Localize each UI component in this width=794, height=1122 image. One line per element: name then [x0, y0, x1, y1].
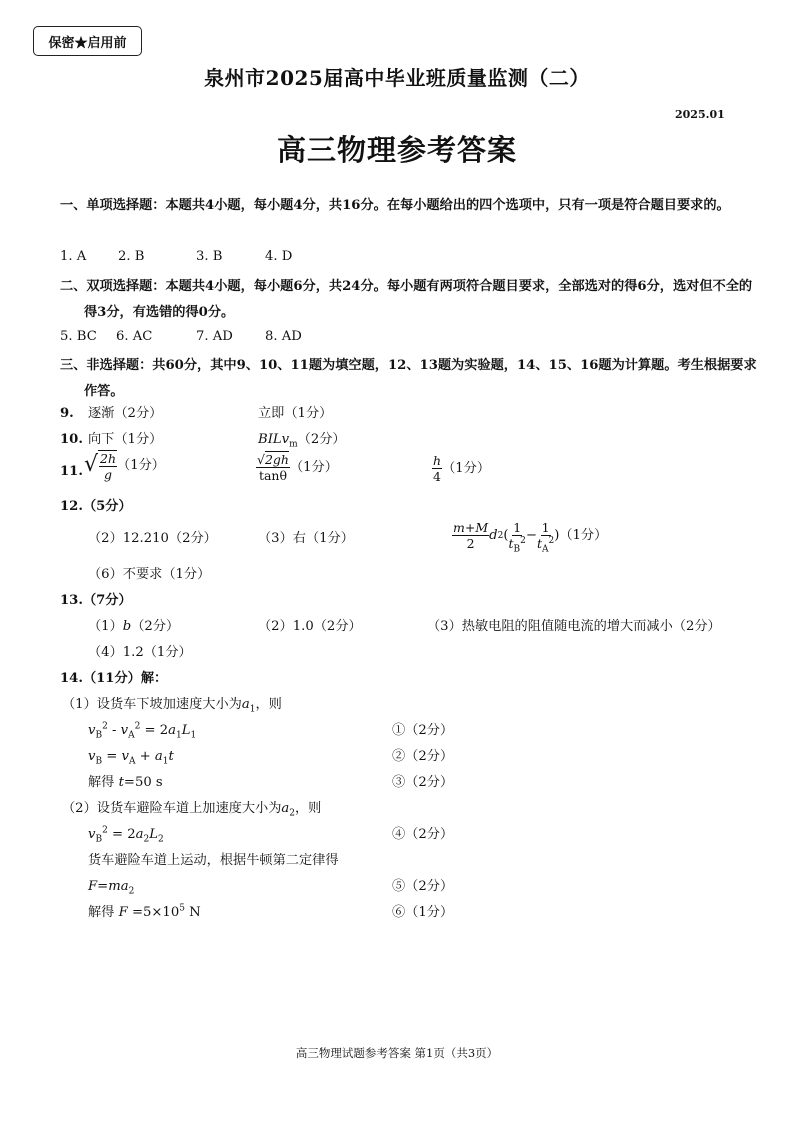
q14-eq2-mark: ②（2分） [392, 749, 454, 764]
q11-answer-b: $\frac{√2gh}{\tan\theta}$ （1分） [257, 452, 338, 483]
q14-eq5-mark: ⑤（2分） [392, 879, 454, 894]
q14-eq4-mark: ④（2分） [392, 827, 454, 842]
q12-heading: 12.（5分） [60, 499, 132, 514]
mc-answer-1: 1. A [60, 249, 87, 264]
q9-answer-a: 逐渐（2分） [88, 406, 163, 421]
section3-heading: 三、非选择题：共60分，其中9、10、11题为填空题，12、13题为实验题，14、15、16题为计算题。考生根据要求作答。 [60, 358, 757, 399]
q14-eq5: $F=ma_2$ [88, 879, 135, 897]
q12-part2: （2）12.210（2分） [88, 531, 217, 546]
q11-sqrt-a: √ $\frac{2h}{g}$ [84, 451, 117, 482]
q14-eq3-mark: ③（2分） [392, 775, 454, 790]
dc-answer-5: 5. BC [60, 329, 97, 344]
q10-answer-b [258, 431, 346, 449]
q11-a-den: g [104, 467, 113, 482]
q11-a-num: 2h [100, 451, 117, 466]
q12-p4-score: （1分） [559, 527, 608, 543]
section1-heading: 一、单项选择题：本题共4小题，每小题4分，共16分。在每小题给出的四个选项中，只有一项是符合题目要求的。 [60, 198, 730, 213]
q14-eq1: $v_B^2 - v_A^2 = 2a_1L_1$ [88, 721, 197, 741]
q11-answer-a [84, 450, 165, 482]
q10-expr: BILv [258, 432, 290, 447]
q14-eq1-mark: ①（2分） [392, 723, 454, 738]
q11-c-score: （1分） [442, 460, 491, 476]
mc-answer-2: 2. B [118, 249, 145, 264]
q10-answer-a: 向下（1分） [88, 432, 163, 447]
q13-part4: （4）1.2（1分） [88, 645, 192, 660]
exam-date: 2025.01 [675, 108, 725, 121]
q14-newton-text: 货车避险车道上运动，根据牛顿第二定律得 [88, 853, 339, 868]
q10-score: （2分） [297, 432, 346, 447]
q11-a-score: （1分） [117, 458, 165, 473]
q14-heading: 14.（11分）解： [60, 671, 168, 686]
confidential-stamp: 保密★启用前 [33, 26, 142, 56]
q14-eq3: 解得 t=50 s [88, 775, 163, 790]
q13-part3: （3）热敏电阻的阻值随电流的增大而减小（2分） [427, 619, 721, 634]
exam-title: 泉州市2025届高中毕业班质量监测（二） [204, 66, 590, 90]
q14-eq6: 解得 $F =5\times 10^5$ N [88, 903, 201, 920]
section2-heading: 二、双项选择题：本题共4小题，每小题6分，共24分。每小题有两项符合题目要求，全部选对的得6分，选对但不全的得3分，有选错的得0分。 [60, 279, 753, 320]
subject-title: 高三物理参考答案 [276, 133, 517, 167]
q9-number: 9. [60, 406, 74, 421]
q14-eq4: $v_B^2 = 2a_2L_2$ [88, 825, 164, 845]
q13-heading: 13.（7分） [60, 593, 132, 608]
q11-number: 11. [60, 464, 83, 479]
mc-answer-4: 4. D [265, 249, 293, 264]
q12-p4-den: 2 [466, 536, 475, 551]
mc-answer-3: 3. B [196, 249, 223, 264]
q9-answer-b: 立即（1分） [258, 406, 333, 421]
q14-part1-intro: （1）设货车下坡加速度大小为$a_1$，则 [62, 697, 282, 715]
dc-answer-7: 7. AD [196, 329, 233, 344]
dc-answer-6: 6. AC [116, 329, 153, 344]
q11-b-den: tanθ [258, 468, 288, 483]
dc-answer-8: 8. AD [265, 329, 302, 344]
q12-part3: （3）右（1分） [258, 531, 354, 546]
q12-p4-num: m+M [453, 520, 489, 535]
q10-expr-sub: m [289, 439, 298, 450]
q12-p4-d: d [489, 527, 498, 543]
q14-part2-intro: （2）设货车避险车道上加速度大小为$a_2$，则 [62, 801, 322, 819]
q13-part2: （2）1.0（2分） [258, 619, 362, 634]
q11-answer-c [432, 453, 490, 484]
q13-p1-var: b [122, 619, 132, 634]
q12-part4: $\frac{m+M}{2}$ d 2 ( $\frac{1}{t_B^2}$ − $\frac{1}{t_A^2}$ ) （1分） [453, 520, 608, 555]
q14-eq6-mark: ⑥（1分） [392, 905, 454, 920]
q12-part6: （6）不要求（1分） [88, 567, 211, 582]
q14-eq2: $v_B = v_A + a_1t$ [88, 749, 174, 767]
q11-c-num: h [433, 453, 442, 468]
q10-number: 10. [60, 432, 83, 447]
q11-b-score: （1分） [289, 459, 338, 475]
q13-part1: （1）b（2分） [88, 619, 180, 634]
q11-c-den: 4 [433, 469, 441, 484]
q11-b-num: 2gh [264, 452, 289, 467]
page-footer: 高三物理试题参考答案 第1页（共3页） [295, 1046, 499, 1060]
